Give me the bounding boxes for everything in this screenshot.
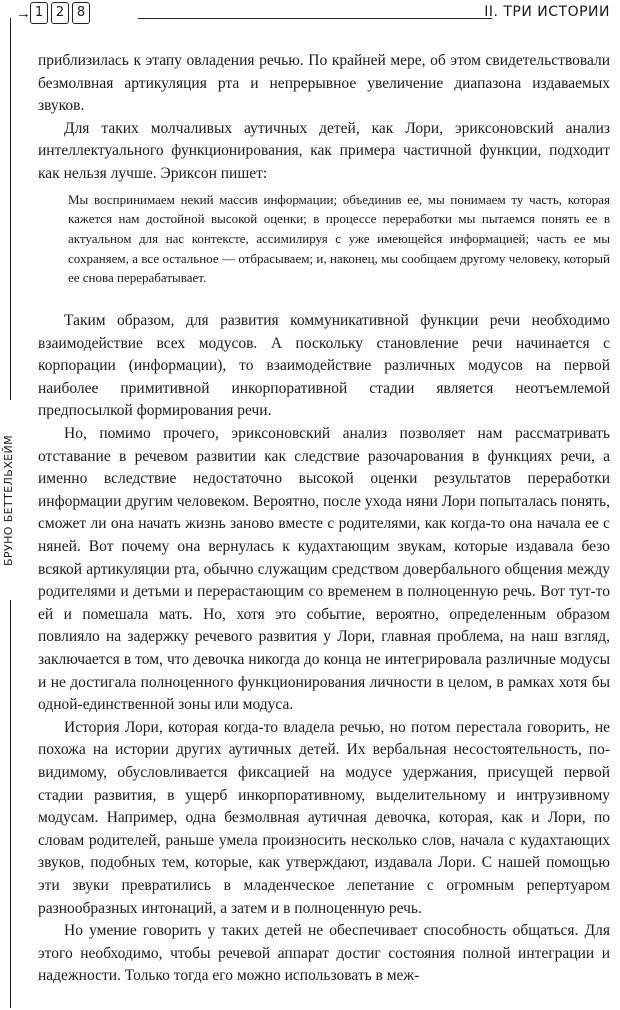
paragraph: Но, помимо прочего, эриксоновский анализ позволяет нам рассматривать отставание в речевом развитии как следствие разочарования в функциях речи, а именно вследствие недостаточно высокой оценки результатов переработки информации другим человеком. Вероятно, после ухода няни Лори попыталась понять, сможет ли она начать жизнь заново вместе с родителями, как когда-то она начала ее с няней. Вот почему она вернулась к кудахтающим звукам, которые издавала безо всякой артикуляции рта, обычно служащим средством довербального общения между родителями и детьми и перерастающим со временем в полноценную речь. Вот тут-то ей и помешала мать. Но, хотя это событие, вероятно, определенным образом повлияло на задержку речевого развития у Лори, главная проблема, на наш взгляд, заключается в том, что девочка никогда до конца не интегрировала различные модусы и не достигала полноценного функционирования личности в целом, в рамках хотя бы одной-единственной зоны или модуса.: [38, 425, 610, 714]
paragraph: Но умение говорить у таких детей не обеспечивает способность общаться. Для этого необходимо, чтобы речевой аппарат достиг состояния полной интеграции и надежности. Только тогда его можно использовать в меж-: [38, 922, 610, 985]
page-number: [30, 2, 93, 26]
side-author: [1, 400, 17, 600]
paragraph: Таким образом, для развития коммуникативной функции речи необходимо взаимодействие всех модусов. А поскольку становление речи начинается с корпорации (информации), то взаимодействие различных модусов на первой наиболее примитивной инкорпоративной стадии является неотъемлемой предпосылкой формирования речи.: [38, 312, 610, 420]
paragraph: История Лори, которая когда-то владела речью, но потом перестала говорить, не похожа на истории других аутичных детей. Их вербальная несостоятельность, по-видимому, обусловливается фиксацией на модусе удержания, присущей первой стадии развития, в ущерб инкорпоративному, выделительному и интрузивному модусам. Например, одна безмолвная аутичная девочка, которая, как и Лори, по словам родителей, раньше умела произносить несколько слов, начала с кудахтающих звуков, подобных тем, которые, как утверждают, издавала Лори. С нашей помощью эти звуки превратились в младенческое лепетание с огромным репертуаром разнообразных интонаций, а затем и в полноценную речь.: [38, 718, 610, 917]
page-digit: 1: [30, 2, 48, 24]
page-body: [38, 50, 610, 988]
paragraph: приблизилась к этапу овладения речью. По крайней мере, об этом свидетельствовали безмолвная артикуляция рта и непрерывное увеличение диапазона издаваемых звуков.: [38, 52, 610, 115]
side-author-text: БРУНО БЕТТЕЛЬХЕЙМ: [2, 434, 16, 566]
paragraph: Для таких молчаливых аутичных детей, как Лори, эриксоновский анализ интеллектуального функционирования, как примера частичной функции, подходит как нельзя лучше. Эриксон пишет:: [38, 119, 610, 182]
arrow-icon: →: [16, 6, 31, 22]
header-rule: [138, 18, 492, 19]
page-digit: 2: [51, 2, 69, 24]
page-digit: 8: [72, 2, 90, 24]
running-head: II. ТРИ ИСТОРИИ: [484, 4, 610, 20]
page-header: [0, 0, 620, 40]
block-quote: Мы воспринимаем некий массив информации; объединив ее, мы понимаем ту часть, которая кажется нам достойной высокой оценки; в процессе переработки мы пытаемся понять ее в актуальном для нас контексте, ассимилируя с уже имеющейся информацией; часть ее мы сохраняем, а все остальное — отбрасываем; и, наконец, мы сообщаем другому человеку, который ее снова перерабатывает.: [68, 191, 610, 286]
